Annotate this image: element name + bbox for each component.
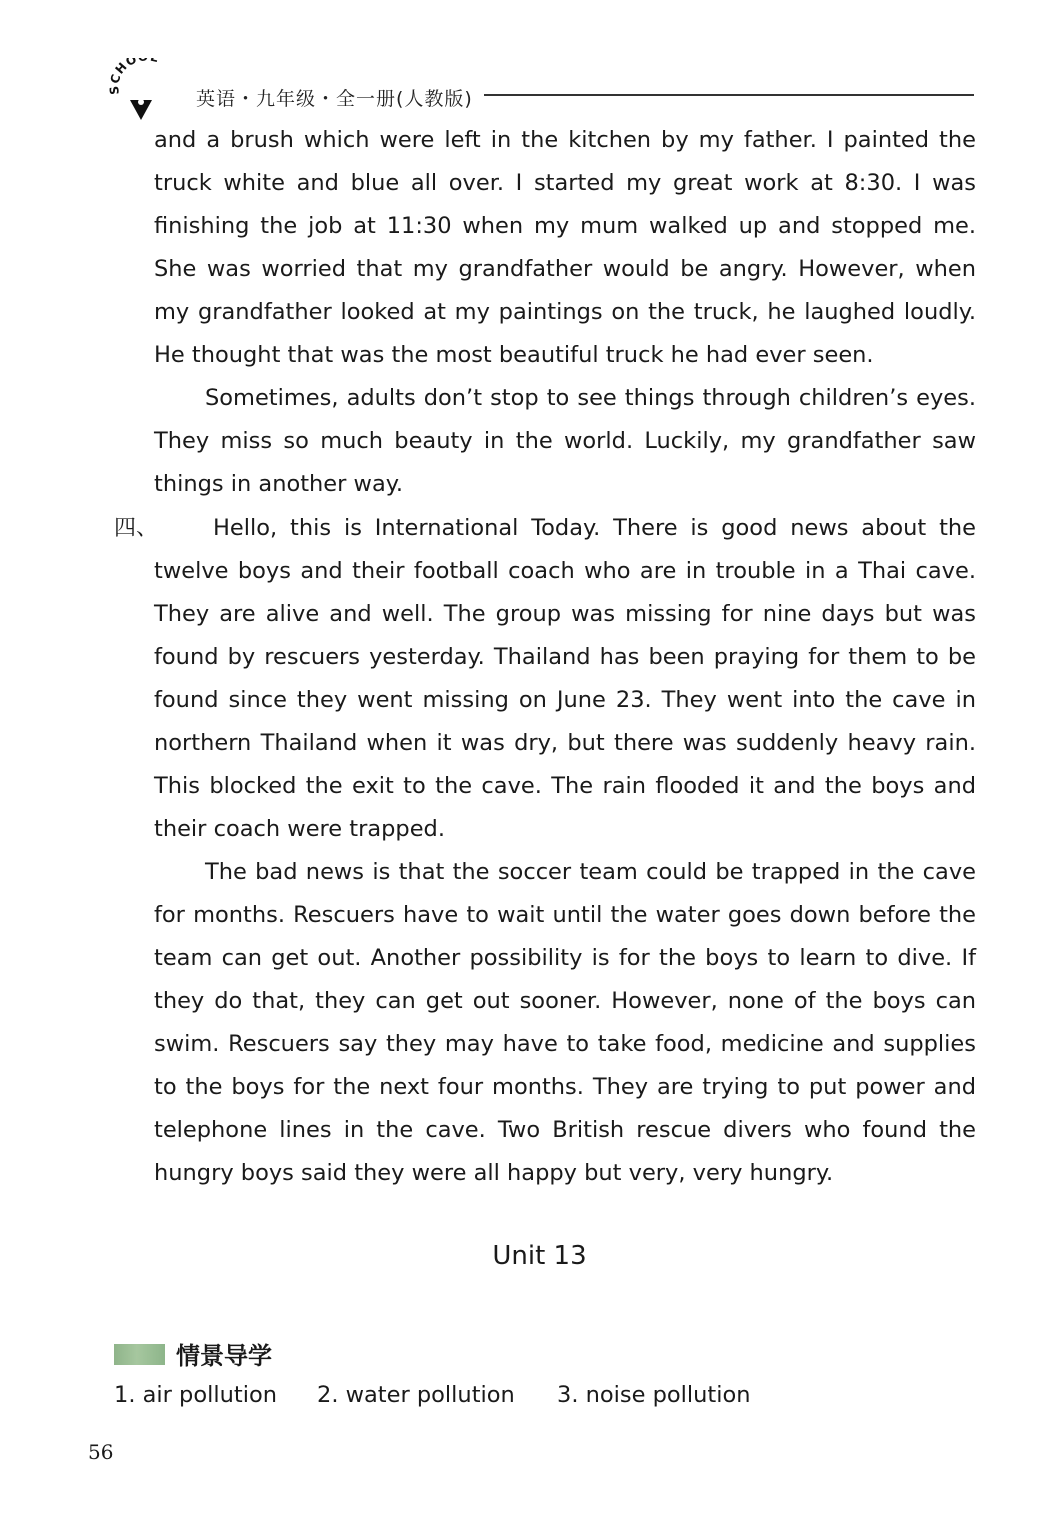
passage-three [154,119,976,506]
logo-text: SCHO [106,58,140,96]
header-divider [484,94,974,96]
passage-four [154,507,976,1195]
paragraph: The bad news is that the soccer team could be trapped in the cave for months. Rescuers have to wait until the water goes down before the team can get out. Another possibility is for the boys to learn to dive. If they do that, they can get out sooner. However, none of the boys can swim. Rescuers say they may have to take food, medicine and supplies to the boys for the next four months. They are trying to put power and telephone lines in the cave. Two British rescue divers who found the hungry boys said they were all happy but very, very hungry. [154,859,976,1186]
paragraph: and a brush which were left in the kitchen by my father. I painted the truck white and blue all over. I started my great work at 8:30. I was finishing the job at 11:30 when my mum walked up and stopped me. She was worried that my grandfather would be angry. However, when my grandfather looked at my paintings on the truck, he laughed loudly. He thought that was the most beautiful truck he had ever seen. [154,127,976,368]
list-item: 3. noise pollution [557,1382,751,1408]
section-number-four: 四、 [114,516,159,541]
unit-title: Unit 13 [492,1241,587,1271]
section-label: 情景导学 [176,1342,272,1370]
paragraph: Hello, this is International Today. There is good news about the twelve boys and their football coach who are in trouble in a Thai cave. They are alive and well. The group was missing for nine days but was found by rescuers yesterday. Thailand has been praying for them to be found since they went missing on June 23. They went into the cave in northern Thailand when it was dry, but there was suddenly heavy rain. This blocked the exit to the cave. The rain flooded it and the boys and their coach were trapped. [154,515,976,842]
svg-text:SCHOOL [107,58,161,95]
section-bar-decoration [114,1344,165,1365]
page-header [106,58,976,118]
school-map-pin-icon [106,58,186,118]
book-title: 英语・九年级・全一册(人教版) [196,88,473,110]
paragraph: Sometimes, adults don’t stop to see things through children’s eyes. They miss so much beauty in the world. Luckily, my grandfather saw things in another way. [154,385,976,497]
list-item: 1. air pollution [114,1382,277,1408]
page-number: 56 [88,1440,114,1464]
list-item: 2. water pollution [317,1382,515,1408]
